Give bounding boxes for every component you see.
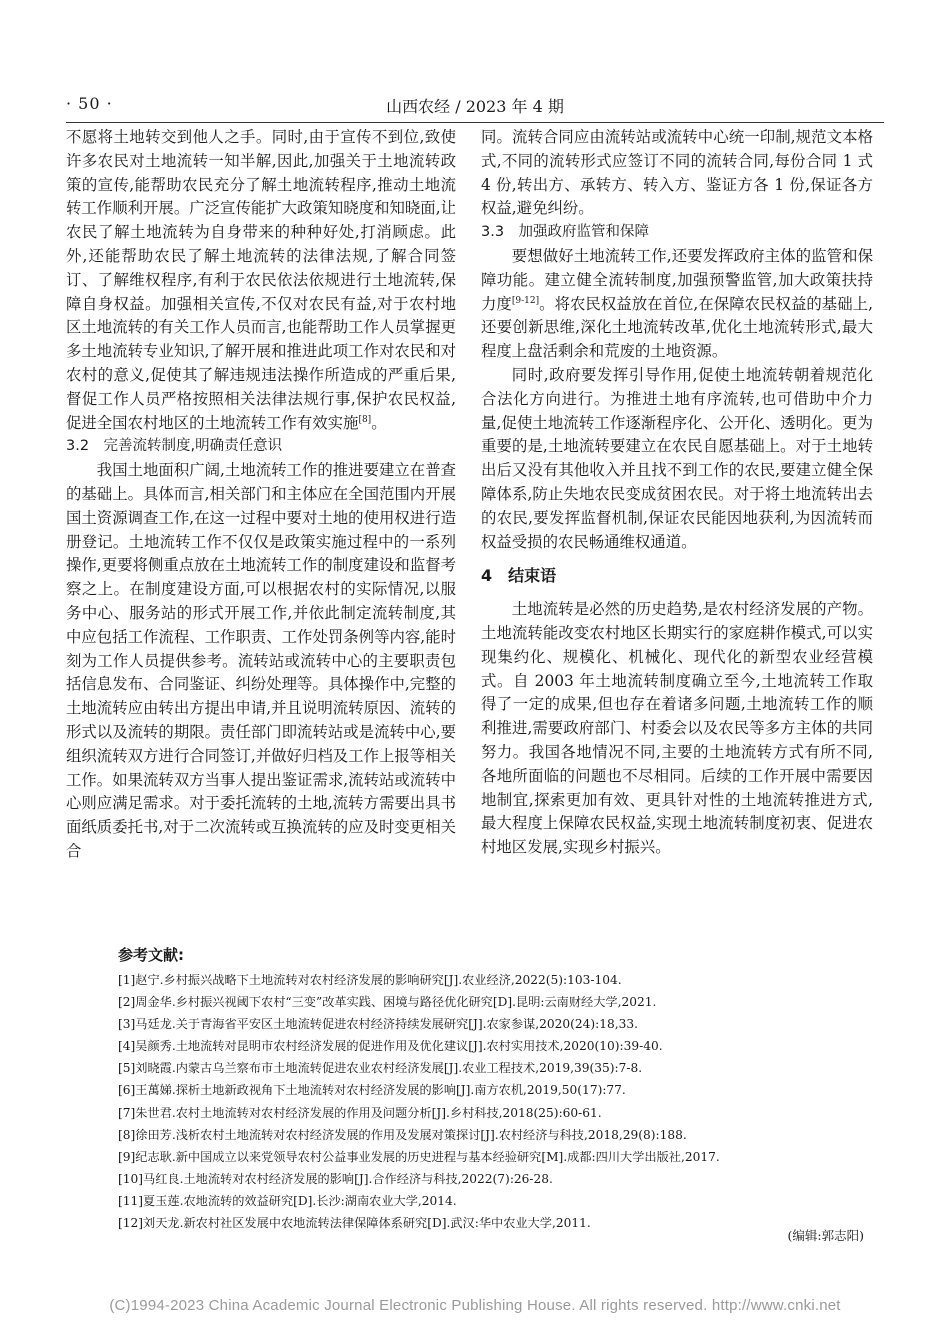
copyright-footer: (C)1994-2023 China Academic Journal Electronic Publishing House. All rights reserved. http://www.cnki.net — [109, 1297, 841, 1314]
paragraph — [481, 245, 873, 364]
reference-item: [6]王萬娣.探析土地新政视角下土地流转对农村经济发展的影响[J].南方农机,2019,50(17):77. — [118, 1083, 626, 1098]
paragraph: 土地流转是必然的历史趋势,是农村经济发展的产物。土地流转能改变农村地区长期实行的家庭耕作模式,可以实现集约化、规模化、机械化、现代化的新型农业经营模式。自 2003 年土地流转制度确立至今,土地流转工作取得了一定的成果,但也存在着诸多问题,土地流转工作的顺利推进,需要政府部门、村委会以及农民等多方主体的共同努力。我国各地情况不同,主要的土地流转方式有所不同,各地所面临的问题也不尽相同。后续的工作开展中需要因地制宜,探索更加有效、更具针对性的土地流转推进方式,最大程度上保障农民权益,实现土地流转制度初衷、促进农村地区发展,实现乡村振兴。 — [481, 600, 873, 857]
paragraph: 我国土地面积广阔,土地流转工作的推进要建立在普查的基础上。具体而言,相关部门和主体应在全国范围内开展国土资源调查工作,在这一过程中要对土地的使用权进行造册登记。土地流转工作不仅仅是政策实施过程中的一系列操作,更要将侧重点放在土地流转工作的制度建设和监督考察之上。在制度建设方面,可以根据农村的实际情况,以服务中心、服务站的形式开展工作,并依此制定流转制度,其中应包括工作流程、工作职责、工作处罚条例等内容,能时刻为工作人员提供参考。流转站或流转中心的主要职责包括信息发布、合同鉴证、纠纷处理等。具体操作中,完整的土地流转应由转出方提出申请,并且说明流转原因、流转的形式以及流转的期限。责任部门即流转站或是流转中心,要组织流转双方进行合同签订,并做好归档及工作上报等相关工作。如果流转双方当事人提出鉴证需求,流转站或流转中心则应满足需求。对于委托流转的土地,流转方需要出具书面纸质委托书,对于二次流转或互换流转的应及时变更相关合 — [66, 461, 456, 860]
right-column — [481, 126, 873, 860]
paragraph-end: 。 — [371, 413, 387, 432]
reference-item: [7]朱世君.农村土地流转对农村经济发展的作用及问题分析[J].乡村科技,2018(25):60-61. — [118, 1105, 602, 1120]
left-column — [66, 126, 456, 864]
reference-item: [5]刘晓霞.内蒙古乌兰察布市土地流转促进农业农村经济发展[J].农业工程技术,2019,39(35):7-8. — [118, 1061, 643, 1076]
reference-item: [3]马廷龙.关于青海省平安区土地流转促进农村经济持续发展研究[J].农家参谋,2020(24):18,33. — [118, 1017, 638, 1032]
section-heading-3-3: 3.3 加强政府监管和保障 — [481, 224, 650, 241]
running-header — [66, 92, 884, 123]
reference-item: [10]马红良.土地流转对农村经济发展的影响[J].合作经济与科技,2022(7):26-28. — [118, 1171, 553, 1186]
citation: [8] — [358, 414, 372, 425]
reference-item: [12]刘天龙.新农村社区发展中农地流转法律保障体系研究[D].武汉:华中农业大学,2011. — [118, 1216, 591, 1231]
references-title: 参考文献: — [118, 946, 184, 964]
citation: [9-12] — [511, 295, 540, 306]
reference-item: [2]周金华.乡村振兴视阈下农村“三变”改革实践、困境与路径优化研究[D].昆明:云南财经大学,2021. — [118, 995, 657, 1010]
paragraph: 同。流转合同应由流转站或流转中心统一印制,规范文本格式,不同的流转形式应签订不同的流转合同,每份合同 1 式 4 份,转出方、承转方、转入方、鉴证方各 1 份,保证各方权益,避免纠纷。 — [481, 128, 873, 218]
reference-item: [9]纪志耿.新中国成立以来党领导农村公益事业发展的历史进程与基本经验研究[M].成都:四川大学出版社,2017. — [118, 1149, 720, 1164]
paragraph-end: 。将农民权益放在首位,在保障农民权益的基础上,还要创新思维,深化土地流转改革,优化土地流转形式,最大程度上盘活剩余和荒废的土地资源。 — [481, 294, 873, 361]
paragraph-text: 不愿将土地转交到他人之手。同时,由于宣传不到位,致使许多农民对土地流转一知半解,因此,加强关于土地流转政策的宣传,能帮助农民充分了解土地流转程序,推动土地流转工作顺利开展。广泛宣传能扩大政策知晓度和知晓面,让农民了解土地流转为自身带来的种种好处,打消顾虑。此外,还能帮助农民了解土地流转的法律法规,了解合同签订、了解维权程序,有利于农民依法依规进行土地流转,保障自身权益。加强相关宣传,不仅对农民有益,对于农村地区土地流转的有关工作人员而言,也能帮助工作人员掌握更多土地流转专业知识,了解开展和推进此项工作对农民和对农村的意义,促使其了解违规违法操作所造成的严重后果,督促工作人员严格按照相关法律法规行事,保护农民权益,促进全国农村地区的土地流转工作有效实施 — [66, 128, 456, 432]
references — [118, 944, 878, 1234]
section-heading-4: 4 结束语 — [481, 566, 557, 586]
paragraph: 同时,政府要发挥引导作用,促使土地流转朝着规范化合法化方向进行。为推进土地有序流转,也可借助中介力量,促使土地流转工作逐渐程序化、公开化、透明化。更为重要的是,土地流转要建立在农民自愿基础上。对于土地转出后又没有其他收入并且找不到工作的农民,要建立健全保障体系,防止失地农民变成贫困农民。对于将土地流转出去的农民,要发挥监督机制,保证农民能因地获利,为因流转而权益受损的农民畅通维权通道。 — [481, 365, 873, 551]
journal-title: 山西农经 / 2023 年 4 期 — [386, 97, 564, 116]
reference-item: [1]赵宁.乡村振兴战略下土地流转对农村经济发展的影响研究[J].农业经济,2022(5):103-104. — [118, 973, 622, 987]
page-number: · 50 · — [66, 94, 113, 113]
section-heading-3-2: 3.2 完善流转制度,明确责任意识 — [66, 438, 283, 455]
editor-note: (编辑:郭志阳) — [787, 1228, 864, 1243]
reference-item: [4]吴颜秀.土地流转对昆明市农村经济发展的促进作用及优化建议[J].农村实用技术,2020(10):39-40. — [118, 1039, 663, 1054]
reference-item: [11]夏玉莲.农地流转的效益研究[D].长沙:湖南农业大学,2014. — [118, 1193, 457, 1208]
reference-item: [8]徐田芳.浅析农村土地流转对农村经济发展的作用及发展对策探讨[J].农村经济与科技,2018,29(8):188. — [118, 1127, 687, 1142]
paragraph — [66, 126, 456, 435]
paragraph-text: 要想做好土地流转工作,还要发挥政府主体的监管和保障功能。建立健全流转制度,加强预警监管,加大政策扶持力度 — [481, 246, 873, 313]
